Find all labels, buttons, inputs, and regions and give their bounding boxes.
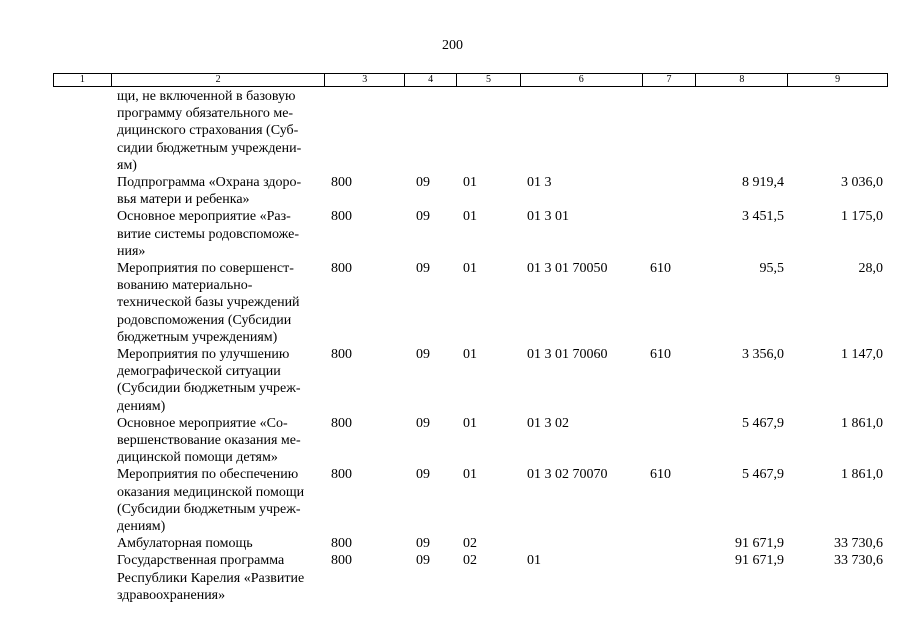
table-row	[0, 208, 905, 260]
row-rz: 09	[416, 347, 430, 363]
row-csr: 01 3	[527, 175, 552, 191]
row-csr: 01 3 01 70050	[527, 261, 608, 277]
page-number: 200	[442, 38, 463, 53]
row-ved: 800	[331, 175, 352, 191]
row-rz: 09	[416, 175, 430, 191]
row-ved: 800	[331, 415, 352, 431]
row-ved: 800	[331, 467, 352, 483]
row-rz: 09	[416, 553, 430, 569]
header-col-5: 5	[457, 74, 521, 86]
row-amount-col9: 28,0	[858, 261, 883, 277]
header-col-7: 7	[643, 74, 697, 86]
table-row	[0, 260, 905, 346]
row-amount-col8: 5 467,9	[742, 415, 784, 431]
row-name: Подпрограмма «Охрана здоро- вья матери и ребенка»	[117, 175, 302, 208]
row-amount-col9: 33 730,6	[834, 553, 883, 569]
header-col-1: 1	[54, 74, 112, 86]
row-name: Государственная программа Республики Карелия «Развитие здравоохранения»	[117, 553, 305, 603]
table-row	[0, 415, 905, 467]
table-row	[0, 346, 905, 415]
row-rz: 09	[416, 467, 430, 483]
row-pr: 01	[463, 467, 477, 483]
row-vr: 610	[650, 261, 671, 277]
row-csr: 01 3 01 70060	[527, 347, 608, 363]
row-amount-col8: 91 671,9	[735, 536, 784, 552]
row-amount-col9: 1 861,0	[841, 415, 883, 431]
row-csr: 01	[527, 553, 541, 569]
row-ved: 800	[331, 536, 352, 552]
header-col-6: 6	[521, 74, 643, 86]
row-name: щи, не включенной в базовую программу обязательного ме- дицинского страхования (Суб- сидии бюджетным учреждени- ям)	[117, 89, 302, 173]
header-col-2: 2	[112, 74, 325, 86]
table-row	[0, 174, 905, 208]
row-csr: 01 3 02 70070	[527, 467, 608, 483]
table-row	[0, 552, 905, 604]
row-pr: 01	[463, 175, 477, 191]
row-amount-col9: 1 861,0	[841, 467, 883, 483]
row-pr: 02	[463, 536, 477, 552]
row-rz: 09	[416, 261, 430, 277]
row-amount-col9: 1 175,0	[841, 209, 883, 225]
row-amount-col8: 3 451,5	[742, 209, 784, 225]
row-amount-col9: 33 730,6	[834, 536, 883, 552]
row-amount-col8: 91 671,9	[735, 553, 784, 569]
row-name: Мероприятия по улучшению демографической ситуации (Субсидии бюджетным учреж- дениям)	[117, 347, 301, 414]
header-col-8: 8	[696, 74, 788, 86]
row-name: Основное мероприятие «Со- вершенствование оказания ме- дицинской помощи детям»	[117, 415, 301, 466]
row-amount-col8: 95,5	[759, 261, 784, 277]
row-pr: 01	[463, 261, 477, 277]
table-row	[0, 88, 905, 174]
row-csr: 01 3 02	[527, 415, 569, 431]
table-header-row	[53, 73, 888, 87]
row-name: Мероприятия по совершенст- вованию материально- технической базы учреждений родовспоможения (Субсидии бюджетным учреждениям)	[117, 261, 300, 345]
row-pr: 01	[463, 209, 477, 225]
table-row	[0, 466, 905, 535]
row-rz: 09	[416, 536, 430, 552]
row-pr: 01	[463, 415, 477, 431]
row-pr: 02	[463, 553, 477, 569]
row-vr: 610	[650, 467, 671, 483]
row-amount-col9: 3 036,0	[841, 175, 883, 191]
row-ved: 800	[331, 347, 352, 363]
row-amount-col8: 5 467,9	[742, 467, 784, 483]
row-ved: 800	[331, 209, 352, 225]
row-amount-col8: 8 919,4	[742, 175, 784, 191]
row-pr: 01	[463, 347, 477, 363]
header-col-4: 4	[405, 74, 457, 86]
row-amount-col8: 3 356,0	[742, 347, 784, 363]
row-csr: 01 3 01	[527, 209, 569, 225]
row-rz: 09	[416, 209, 430, 225]
table-row	[0, 535, 905, 552]
row-ved: 800	[331, 553, 352, 569]
row-name: Мероприятия по обеспечению оказания медицинской помощи (Субсидии бюджетным учреж- дениям)	[117, 467, 305, 535]
header-col-9: 9	[835, 74, 841, 85]
row-name: Амбулаторная помощь	[117, 536, 253, 552]
row-name: Основное мероприятие «Раз- витие системы родовспоможе- ния»	[117, 209, 300, 259]
row-vr: 610	[650, 347, 671, 363]
row-rz: 09	[416, 415, 430, 431]
row-amount-col9: 1 147,0	[841, 347, 883, 363]
row-ved: 800	[331, 261, 352, 277]
table-body	[0, 88, 905, 604]
header-col-3: 3	[325, 74, 405, 86]
